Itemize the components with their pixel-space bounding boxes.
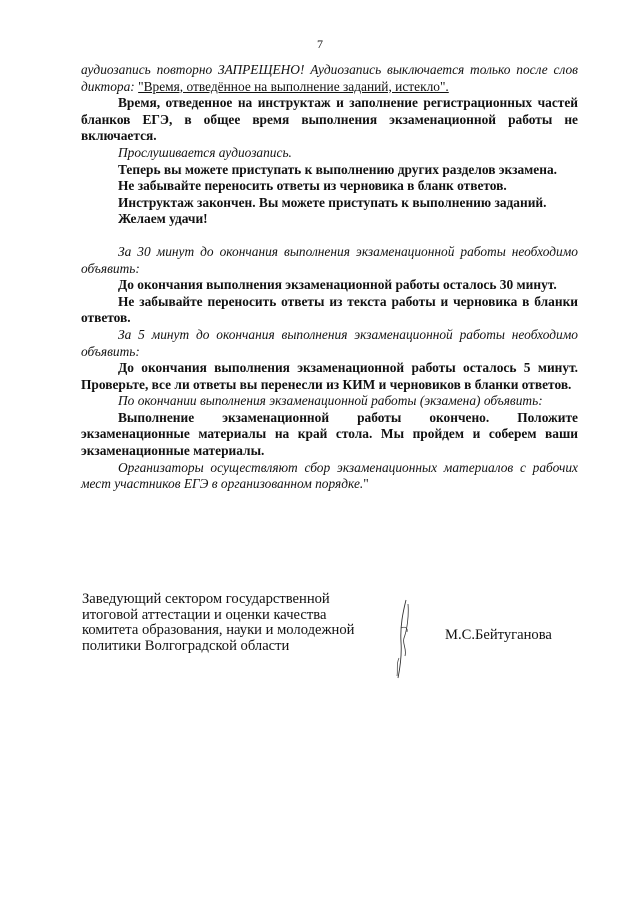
paragraph-30-min-left: До окончания выполнения экзаменационной работы осталось 30 минут. xyxy=(118,277,557,293)
paragraph-transfer-answers: Не забывайте переносить ответы из черновика в бланк ответов. xyxy=(118,178,507,194)
paragraph-end-notice: По окончании выполнения экзаменационной работы (экзамена) объявить: xyxy=(118,393,543,409)
signatory-name: М.С.Бейтуганова xyxy=(445,627,552,643)
paragraph-collect-materials xyxy=(81,460,578,493)
paragraph-audio-played: Прослушивается аудиозапись. xyxy=(118,144,292,160)
page-number: 7 xyxy=(317,37,323,51)
position-line: политики Волгоградской области xyxy=(82,637,290,654)
position-line: комитета образования, науки и молодежной xyxy=(82,622,355,639)
position-line: итоговой аттестации и оценки качества xyxy=(82,606,327,623)
paragraph-briefing-finished: Инструктаж закончен. Вы можете приступать к выполнению заданий. xyxy=(118,194,547,210)
collect-materials-text: Организаторы осуществляют сбор экзаменационных материалов с рабочих мест участников ЕГЭ в организованном порядке. xyxy=(81,459,578,492)
audio-repeat-text: аудиозапись повторно ЗАПРЕЩЕНО! Аудиозапись выключается только после слов диктора: xyxy=(81,62,578,94)
paragraph-instruction-time: Время, отведенное на инструктаж и заполнение регистрационных частей бланков ЕГЭ, в общее время выполнения экзаменационной работы не включается. xyxy=(81,95,578,144)
handwritten-signature xyxy=(386,598,420,680)
paragraph-exam-finished: Выполнение экзаменационной работы окончено. Положите экзаменационные материалы на край стола. Мы пройдем и соберем ваши экзаменационные материалы. xyxy=(81,409,578,459)
paragraph-audio-repeat xyxy=(81,62,578,95)
paragraph-start-other-sections: Теперь вы можете приступать к выполнению других разделов экзамена. xyxy=(118,161,557,177)
closing-quote: " xyxy=(363,476,369,492)
spacer xyxy=(81,228,578,244)
paragraph-transfer-answers-2: Не забывайте переносить ответы из текста работы и черновика в бланки ответов. xyxy=(81,293,578,326)
paragraph-good-luck: Желаем удачи! xyxy=(118,211,208,227)
paragraph-30-min-notice: За 30 минут до окончания выполнения экзаменационной работы необходимо объявить: xyxy=(81,243,578,276)
paragraph-5-min-notice: За 5 минут до окончания выполнения экзаменационной работы необходимо объявить: xyxy=(81,326,578,359)
paragraph-5-min-left: До окончания выполнения экзаменационной работы осталось 5 минут. Проверьте, все ли ответы вы перенесли из КИМ и черновиков в бланки ответов. xyxy=(81,360,578,392)
announcer-quote: "Время, отведённое на выполнение заданий, истекло". xyxy=(138,78,449,94)
position-line: Заведующий сектором государственной xyxy=(82,591,330,607)
signatory-position xyxy=(82,592,382,654)
document-body xyxy=(81,62,578,493)
